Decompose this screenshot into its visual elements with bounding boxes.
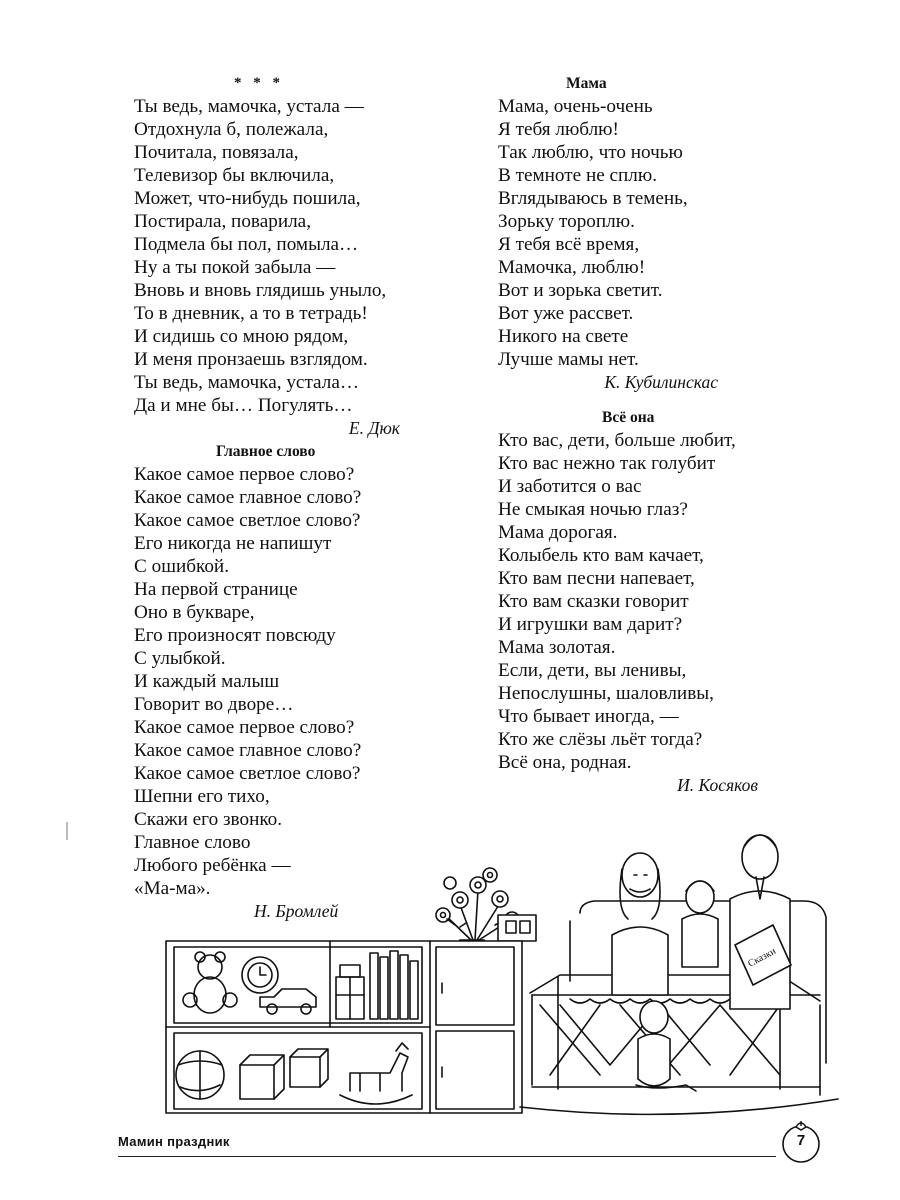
poem-line: Что бывает иногда, — bbox=[498, 706, 679, 727]
floor-rug bbox=[520, 1099, 838, 1114]
poem-line: Мама, очень-очень bbox=[498, 96, 653, 117]
poem-1-body bbox=[134, 95, 424, 417]
poem-line: Ты ведь, мамочка, устала… bbox=[134, 372, 360, 393]
poem-line: Какое самое первое слово? bbox=[134, 464, 355, 485]
poem-line: Кто вас нежно так голубит bbox=[498, 453, 716, 474]
poem-line: Какое самое светлое слово? bbox=[134, 763, 361, 784]
poem-line: Я тебя люблю! bbox=[498, 119, 619, 140]
poem-line: Вглядываюсь в темень, bbox=[498, 188, 688, 209]
poem-line: Мама дорогая. bbox=[498, 522, 618, 543]
toddler-figure bbox=[636, 1001, 696, 1091]
footer-divider bbox=[118, 1156, 776, 1157]
poem-line: Какое самое первое слово? bbox=[134, 717, 355, 738]
poem-line: И меня пронзаешь взглядом. bbox=[134, 349, 368, 370]
toy-shelf bbox=[166, 941, 522, 1113]
page-number: 7 bbox=[796, 1132, 806, 1149]
poem-line: «Ма-ма». bbox=[134, 878, 211, 899]
poem-line: Да и мне бы… Погулять… bbox=[134, 395, 353, 416]
poem-line: И заботится о вас bbox=[498, 476, 642, 497]
poem-line: Мамочка, люблю! bbox=[498, 257, 646, 278]
poem-line: На первой странице bbox=[134, 579, 298, 600]
poem-line: Вот уже рассвет. bbox=[498, 303, 634, 324]
poem-line: С ошибкой. bbox=[134, 556, 229, 577]
poem-3-title: Мама bbox=[566, 75, 607, 92]
poem-line: Подмела бы пол, помыла… bbox=[134, 234, 359, 255]
spacer bbox=[498, 394, 778, 406]
poem-line: То в дневник, а то в тетрадь! bbox=[134, 303, 368, 324]
poem-line: Так люблю, что ночью bbox=[498, 142, 683, 163]
poem-line: Кто вам сказки говорит bbox=[498, 591, 689, 612]
poem-line: Какое самое главное слово? bbox=[134, 740, 362, 761]
poem-line: Колыбель кто вам качает, bbox=[498, 545, 704, 566]
poem-line: Телевизор бы включила, bbox=[134, 165, 335, 186]
poem-line: Если, дети, вы ленивы, bbox=[498, 660, 687, 681]
poem-line: И игрушки вам дарит? bbox=[498, 614, 683, 635]
poem-line: Мама золотая. bbox=[498, 637, 616, 658]
poem-1-separator: * * * bbox=[234, 75, 284, 91]
poem-line: Может, что-нибудь пошила, bbox=[134, 188, 361, 209]
right-column bbox=[498, 72, 778, 797]
poem-line: Я тебя всё время, bbox=[498, 234, 640, 255]
poem-line: Почитала, повязала, bbox=[134, 142, 299, 163]
poem-line: Какое самое светлое слово? bbox=[134, 510, 361, 531]
poem-line: Всё она, родная. bbox=[498, 752, 632, 773]
father-figure bbox=[730, 835, 790, 1009]
poem-line: Вот и зорька светит. bbox=[498, 280, 663, 301]
poem-line: В темноте не сплю. bbox=[498, 165, 658, 186]
poem-line: Его произносят повсюду bbox=[134, 625, 336, 646]
poem-line: Главное слово bbox=[134, 832, 251, 853]
poem-2-author: Н. Бромлей bbox=[254, 901, 339, 921]
poem-line: Зорьку тороплю. bbox=[498, 211, 635, 232]
margin-mark bbox=[66, 822, 68, 840]
poem-line: Оно в букваре, bbox=[134, 602, 255, 623]
family-illustration bbox=[160, 795, 840, 1135]
poem-4-author: И. Косяков bbox=[677, 775, 758, 795]
poem-line: С улыбкой. bbox=[134, 648, 226, 669]
mother-figure bbox=[612, 853, 668, 995]
girl-figure bbox=[682, 881, 718, 967]
poem-line: Ну а ты покой забыла — bbox=[134, 257, 336, 278]
poem-4-body bbox=[498, 429, 778, 774]
poem-line: Вновь и вновь глядишь уныло, bbox=[134, 280, 387, 301]
poem-line: Шепни его тихо, bbox=[134, 786, 270, 807]
poem-line: Постирала, поварила, bbox=[134, 211, 311, 232]
poem-4-title: Всё она bbox=[602, 409, 655, 426]
poem-line: Ты ведь, мамочка, устала — bbox=[134, 96, 364, 117]
poem-line: Никого на свете bbox=[498, 326, 629, 347]
poem-line: Кто же слёзы льёт тогда? bbox=[498, 729, 703, 750]
poem-line: Кто вам песни напевает, bbox=[498, 568, 695, 589]
poem-line: Лучше мамы нет. bbox=[498, 349, 639, 370]
poem-line: Непослушны, шаловливы, bbox=[498, 683, 714, 704]
poem-line: И каждый малыш bbox=[134, 671, 280, 692]
book-title: Сказки bbox=[746, 945, 778, 970]
poem-line: Кто вас, дети, больше любит, bbox=[498, 430, 736, 451]
poem-line: Какое самое главное слово? bbox=[134, 487, 362, 508]
poem-line: Отдохнула б, полежала, bbox=[134, 119, 329, 140]
poem-line: Не смыкая ночью глаз? bbox=[498, 499, 688, 520]
poem-line: И сидишь со мною рядом, bbox=[134, 326, 349, 347]
footer-section-title: Мамин праздник bbox=[118, 1134, 230, 1149]
poem-line: Говорит во дворе… bbox=[134, 694, 294, 715]
poem-1-author: Е. Дюк bbox=[348, 418, 400, 438]
poem-line: Скажи его звонко. bbox=[134, 809, 283, 830]
poem-line: Его никогда не напишут bbox=[134, 533, 332, 554]
poem-2-title: Главное слово bbox=[216, 443, 316, 460]
poem-3-author: К. Кубилинскас bbox=[604, 372, 718, 392]
poem-3-body bbox=[498, 95, 778, 371]
poem-line: Любого ребёнка — bbox=[134, 855, 291, 876]
